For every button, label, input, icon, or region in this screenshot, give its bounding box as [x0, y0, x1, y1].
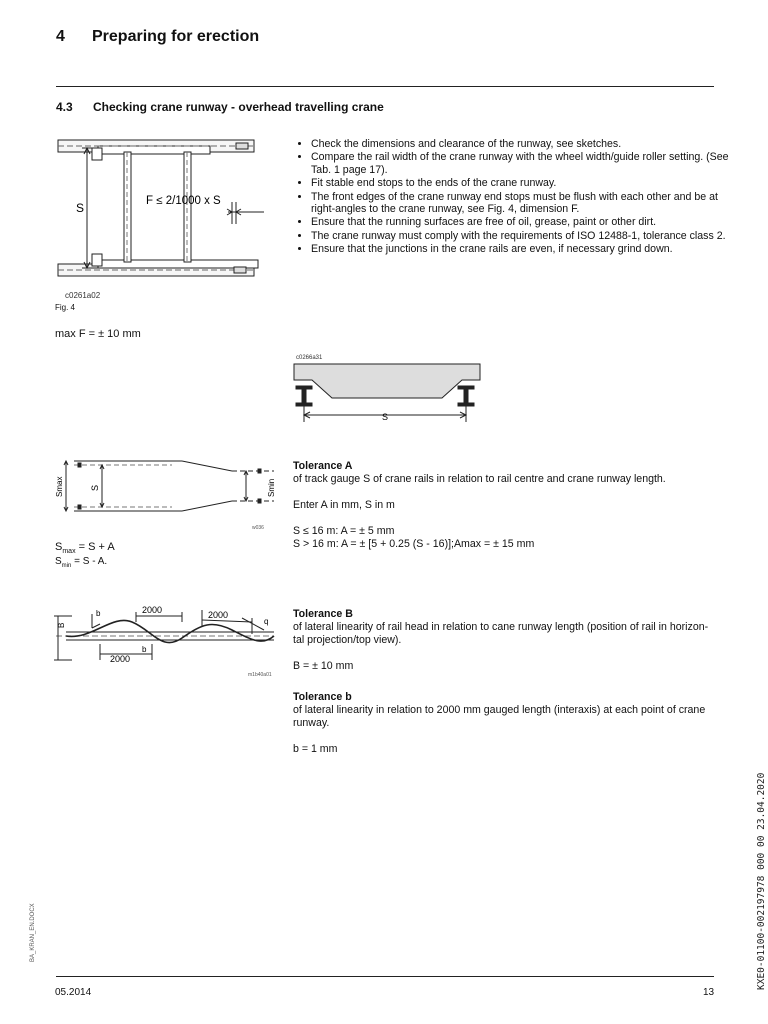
document-id: KXE0-01100-002197978 000 00 23.04.2020	[756, 772, 767, 990]
fig-s-label: S	[381, 412, 389, 422]
tolerance-a-desc: of track gauge S of crane rails in relation to rail centre and crane runway length.	[293, 473, 666, 485]
figure-tolerance-b	[52, 600, 276, 682]
fig-b-label-b: b	[96, 609, 101, 618]
max-f-value: max F = ± 10 mm	[55, 328, 141, 340]
tolerance-a-units: Enter A in mm, S in m	[293, 499, 395, 511]
figure-tolerance-a	[52, 455, 276, 535]
fig-b-label-q: q	[264, 617, 269, 626]
header-rule	[56, 86, 714, 87]
footer-date: 05.2014	[55, 987, 92, 998]
list-item: • Compare the rail width of the crane runway with the wheel width/guide roller setting. (See Tab. 1 page 17).	[311, 151, 731, 176]
smin-symbol: S	[55, 556, 62, 567]
list-item: • Ensure that the running surfaces are free of oil, grease, paint or other dirt.	[311, 216, 731, 228]
smax-symbol: S	[55, 541, 63, 553]
section-number: 4.3	[56, 100, 73, 114]
tolerance-B-title: Tolerance B	[293, 608, 353, 620]
fig-a-s-label: S	[90, 484, 100, 491]
tolerance-B-desc: of lateral linearity of rail head in relation to cane runway length (position of rail in horizon-tal projection/top view).	[293, 621, 709, 646]
tolerance-a-rule2: S > 16 m: A = ± [5 + 0.25 (S - 16)];Amax = ± 15 mm	[293, 538, 535, 550]
chapter-title: Preparing for erection	[92, 28, 260, 45]
fig4-label-s: S	[75, 201, 84, 215]
fig-a-code: w036	[252, 525, 264, 531]
tolerance-a-rule1: S ≤ 16 m: A = ± 5 mm	[293, 525, 395, 537]
fig-b-label-B: B	[57, 622, 66, 628]
fig-b-len2: 2000	[208, 610, 229, 620]
fig4-formula: F ≤ 2/1000 x S	[146, 195, 221, 207]
figure-4-runway-plan	[54, 134, 264, 299]
page-number: 13	[703, 987, 715, 998]
section-heading	[56, 100, 384, 114]
tolerance-b-block	[293, 691, 713, 756]
fig-b-code: m1b40a01	[248, 672, 272, 678]
fig-b-label-b2: b	[142, 645, 147, 654]
smin-sub: min	[61, 563, 72, 569]
source-file-name: BA_KRAN_EN.DOCX	[30, 903, 36, 962]
tolerance-B-block	[293, 608, 713, 673]
fig-b-len1: 2000	[142, 605, 163, 615]
chapter-number: 4	[56, 28, 65, 45]
tolerance-B-value: B = ± 10 mm	[293, 660, 354, 672]
list-item: • Ensure that the junctions in the crane rails are even, if necessary grind down.	[311, 243, 731, 255]
smin-expr: = S - A.	[71, 556, 108, 567]
list-item: • Check the dimensions and clearance of the runway, see sketches.	[311, 138, 731, 150]
figure-rail-gauge	[292, 360, 482, 428]
tolerance-a-title: Tolerance A	[293, 460, 353, 472]
fig-a-smax-label: Smax	[55, 476, 64, 497]
smin-formula	[55, 555, 107, 573]
checklist	[293, 138, 731, 257]
smax-sub: max	[62, 548, 76, 556]
fig4-caption: Fig. 4	[55, 303, 76, 312]
smax-expr: = S + A	[75, 541, 115, 553]
tolerance-b-title: Tolerance b	[293, 691, 352, 703]
fig-b-len3: 2000	[110, 654, 131, 664]
chapter-heading	[56, 28, 259, 46]
fig4-code: c0261a02	[65, 291, 101, 300]
fig-a-smin-label: Smin	[267, 478, 276, 497]
tolerance-b-desc: of lateral linearity in relation to 2000 mm gauged length (interaxis) at each point of crane runway.	[293, 704, 706, 729]
list-item: • Fit stable end stops to the ends of the crane runway.	[311, 177, 731, 189]
footer-rule	[56, 976, 714, 977]
tolerance-b-value: b = 1 mm	[293, 743, 338, 755]
tolerance-a-block	[293, 460, 713, 551]
fig-s-code: c0266a31	[296, 355, 323, 361]
list-item: • The front edges of the crane runway end stops must be flush with each other and be at right-angles to the crane runway, see Fig. 4, dimension F.	[311, 191, 731, 216]
section-title: Checking crane runway - overhead travelling crane	[93, 100, 384, 114]
list-item: • The crane runway must comply with the requirements of ISO 12488-1, tolerance class 2.	[311, 230, 731, 242]
